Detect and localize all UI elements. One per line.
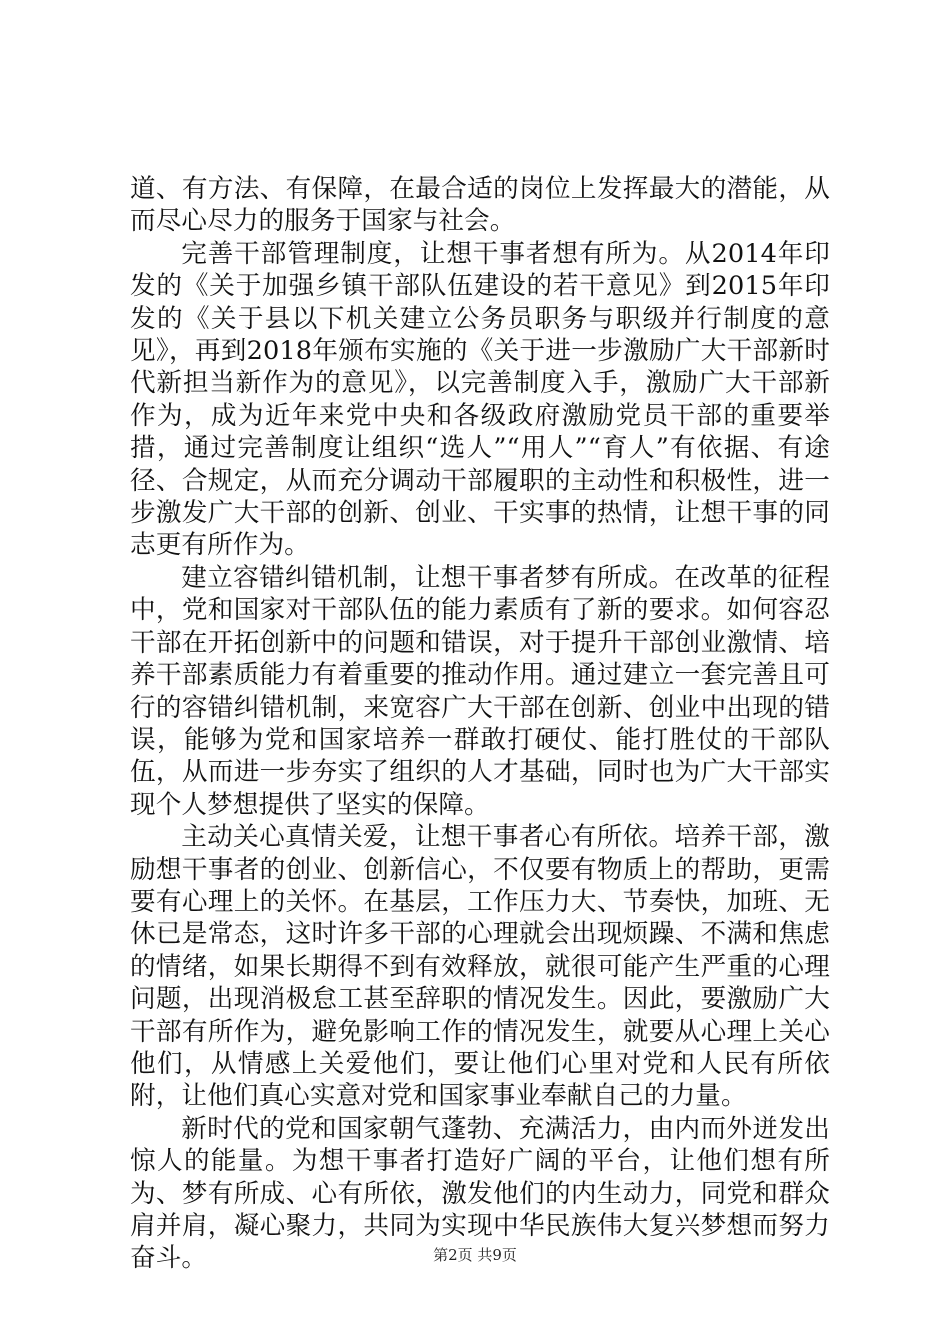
paragraph-management-system: 完善干部管理制度，让想干事者想有所为。从2014年印发的《关于加强乡镇干部队伍建设的若干意见》到2015年印发的《关于县以下机关建立公务员职务与职级并行制度的意见》，再到2018年颁布实施的《关于进一步激励广大干部新时代新担当新作为的意见》，以完善制度入手，激励广大干部新作为，成为近年来党中央和各级政府激励党员干部的重要举措，通过完善制度让组织“选人”“用人”“育人”有依据、有途径、合规定，从而充分调动干部履职的主动性和积极性，进一步激发广大干部的创新、创业、干实事的热情，让想干事的同志更有所作为。 — [130, 238, 830, 561]
paragraph-error-tolerance: 建立容错纠错机制，让想干事者梦有所成。在改革的征程中，党和国家对干部队伍的能力素质有了新的要求。如何容忍干部在开拓创新中的问题和错误，对于提升干部创业激情、培养干部素质能力有着重要的推动作用。通过建立一套完善且可行的容错纠错机制，来宽容广大干部在创新、创业中出现的错误，能够为党和国家培养一群敢打硬仗、能打胜仗的干部队伍，从而进一步夯实了组织的人才基础，同时也为广大干部实现个人梦想提供了坚实的保障。 — [130, 562, 830, 820]
paragraph-conclusion: 新时代的党和国家朝气蓬勃、充满活力，由内而外迸发出惊人的能量。为想干事者打造好广阔的平台，让他们想有所为、梦有所成、心有所依，激发他们的内生动力，同党和群众肩并肩，凝心聚力，共同为实现中华民族伟大复兴梦想而努力奋斗。 — [130, 1113, 830, 1274]
page-footer: 第2页 共9页 — [433, 1246, 517, 1264]
document-body — [130, 173, 830, 1275]
paragraph-continuation: 道、有方法、有保障，在最合适的岗位上发挥最大的潜能，从而尽心尽力的服务于国家与社会。 — [130, 174, 830, 237]
paragraph-care: 主动关心真情关爱，让想干事者心有所依。培养干部，激励想干事者的创业、创新信心，不仅要有物质上的帮助，更需要有心理上的关怀。在基层，工作压力大、节奏快，加班、无休已是常态，这时许多干部的心理就会出现烦躁、不满和焦虑的情绪，如果长期得不到有效释放，就很可能产生严重的心理问题，出现消极怠工甚至辞职的情况发生。因此，要激励广大干部有所作为，避免影响工作的情况发生，就要从心理上关心他们，从情感上关爱他们，要让他们心里对党和人民有所依附，让他们真心实意对党和国家事业奉献自己的力量。 — [130, 822, 830, 1112]
